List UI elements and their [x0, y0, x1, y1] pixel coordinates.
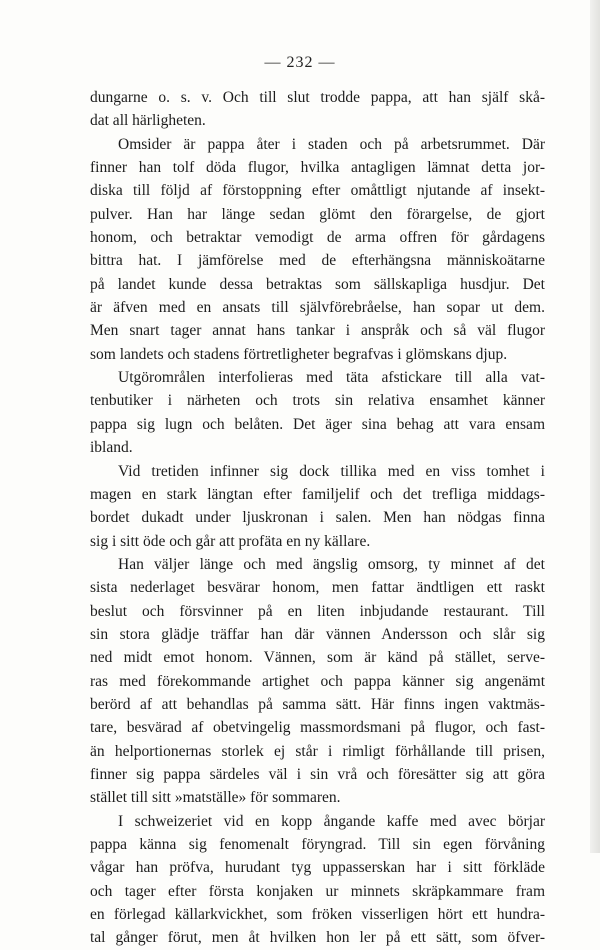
- body-text: [90, 86, 545, 950]
- text-line: en förlegad källarkvickhet, som fröken visserligen hört ett hundra-: [90, 906, 545, 924]
- text-line: Utgörområlen interfolieras med täta afstickare till alla vat-: [118, 369, 545, 387]
- text-line: som landets och stadens förtretligheter begrafvas i glömskans djup.: [90, 345, 508, 363]
- text-line: tare, besvärad af obetvingelig massmordsmani på flugor, och fast-: [90, 719, 545, 737]
- text-line: tenbutiker i närheten och trots sin relativa ensamhet känner: [90, 392, 545, 410]
- text-line: bordet dukadt under ljuskronan i salen. Men han nödgas finna: [90, 509, 545, 527]
- text-line: än helportionernas storlek ej står i rimligt förhållande till prisen,: [90, 742, 545, 760]
- text-line: bittra hat. I jämförelse med de efterhängsna människoätarne: [90, 252, 545, 270]
- text-line: diska till följd af förstoppning efter omåttligt njutande af insekt-: [90, 182, 545, 200]
- text-line: och tager efter första konjaken ur minnets skräpkammare fram: [90, 882, 545, 900]
- text-line: Han väljer länge och med ängslig omsorg, ty minnet af det: [118, 555, 545, 573]
- text-line: sista nederlaget besvärar honom, men fattar ändtligen ett raskt: [90, 579, 545, 597]
- text-line: finner han tolf döda flugor, hvilka antagligen lämnat detta jor-: [90, 159, 545, 177]
- text-line: på landet kunde dessa betraktas som sällskapliga husdjur. Det: [90, 275, 545, 293]
- text-line: stället till sitt »matställe» för sommaren.: [90, 789, 341, 807]
- text-line: finner sig pappa särdeles väl i sin vrå och föresätter sig att göra: [90, 765, 545, 783]
- text-line: I schweizeriet vid en kopp ångande kaffe med avec börjar: [118, 812, 545, 830]
- text-line: berörd af att behandlas på samma sätt. Här finns ingen vaktmäs-: [90, 695, 545, 713]
- text-line: Men snart tager annat hans tankar i anspråk och så väl flugor: [90, 322, 545, 340]
- text-line: pulver. Han har länge sedan glömt den förargelse, de gjort: [90, 205, 545, 223]
- text-line: dat all härligheten.: [90, 112, 206, 130]
- text-line: dungarne o. s. v. Och till slut trodde pappa, att han själf skå-: [90, 89, 545, 106]
- text-line: honom, och betraktar vemodigt de arma offren för gårdagens: [90, 229, 545, 247]
- text-line: Vid tretiden infinner sig dock tillika med en viss tomhet i: [118, 462, 545, 480]
- text-line: ras med förekommande artighet och pappa känner sig angenämt: [90, 672, 545, 690]
- text-line: beslut och försvinner på en liten inbjudande restaurant. Till: [90, 602, 545, 620]
- text-line: är äfven med en ansats till självförebråelse, han sopar ut dem.: [90, 299, 545, 317]
- text-line: sin stora glädje träffar han där vännen Andersson och slår sig: [90, 625, 545, 643]
- text-line: ibland.: [90, 439, 133, 457]
- page-edge: [590, 0, 600, 853]
- text-line: magen en stark längtan efter familjelif och det trefliga middags-: [90, 485, 545, 503]
- text-line: vågar han pröfva, hurudant tyg uppasserskan har i sitt förkläde: [90, 859, 545, 877]
- text-line: tal gånger förut, men åt hvilken hon ler på ett sätt, som öfver-: [90, 929, 545, 947]
- text-line: sig i sitt öde och går att profäta en ny källare.: [90, 532, 371, 550]
- page-number: — 232 —: [264, 54, 336, 71]
- text-line: pappa känna sig fenomenalt föryngrad. Till sin egen förvåning: [90, 836, 545, 853]
- text-line: pappa sig lugn och belåten. Det äger sina behag att vara ensam: [90, 415, 545, 433]
- text-line: Omsider är pappa åter i staden och på arbetsrummet. Där: [118, 135, 545, 153]
- text-line: ned midt emot honom. Vännen, som är känd på stället, serve-: [90, 649, 545, 667]
